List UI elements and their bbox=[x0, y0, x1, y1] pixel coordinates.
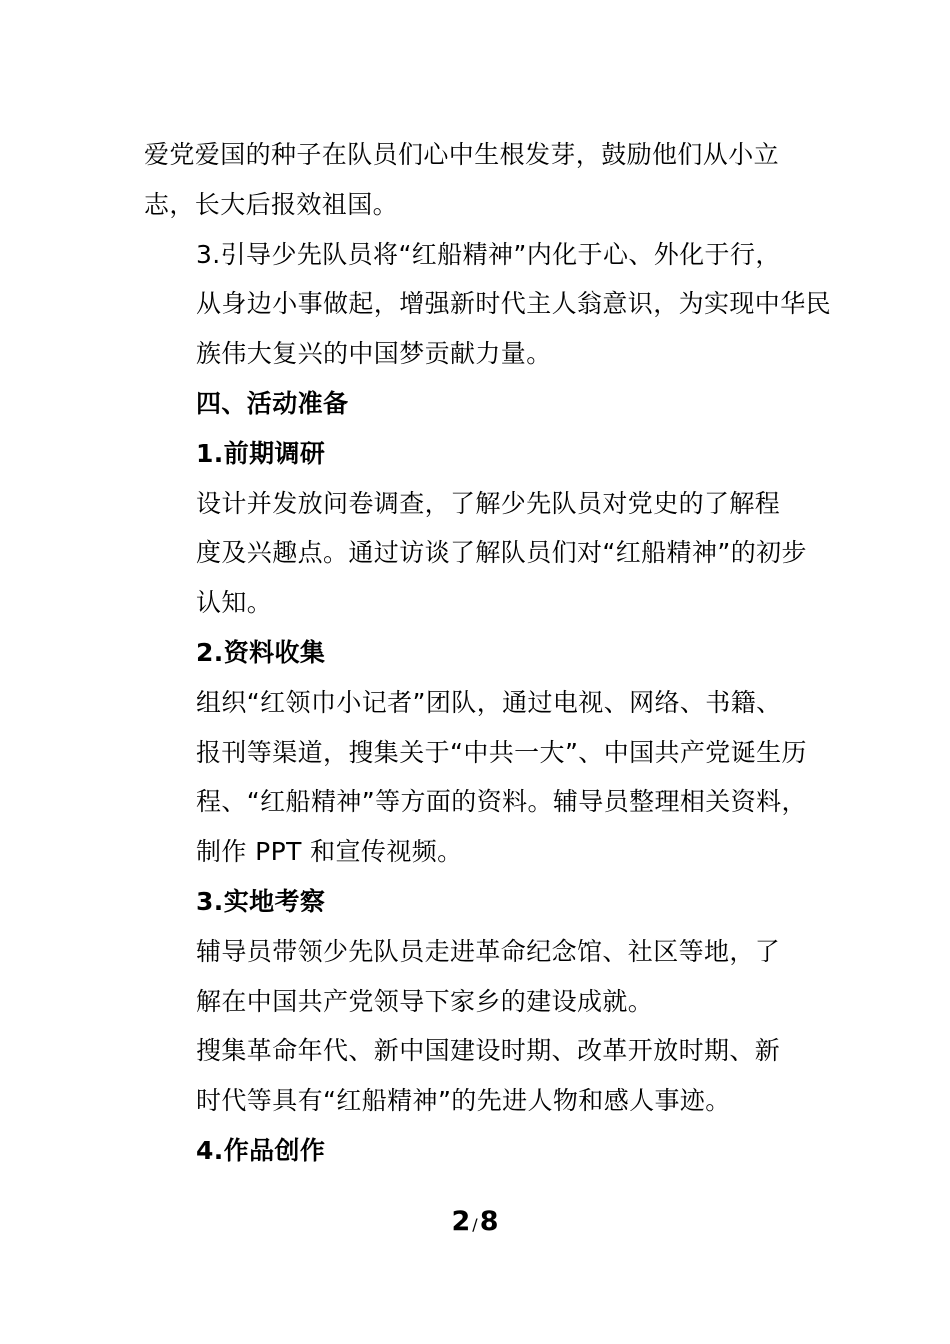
subsection-heading: 2.资料收集 bbox=[196, 637, 326, 667]
text-line: 从身边小事做起，增强新时代主人翁意识，为实现中华民 bbox=[196, 289, 832, 319]
paragraph bbox=[144, 130, 816, 230]
paragraph bbox=[144, 230, 832, 379]
page-number bbox=[0, 1206, 950, 1237]
page-total: 8 bbox=[479, 1206, 499, 1237]
page-current: 2 bbox=[451, 1206, 471, 1237]
text-line: 爱党爱国的种子在队员们心中生根发芽，鼓励他们从小立 bbox=[144, 140, 780, 169]
text-line: 族伟大复兴的中国梦贡献力量。 bbox=[196, 339, 552, 369]
text-line: 度及兴趣点。通过访谈了解队员们对“红船精神”的初步 bbox=[196, 538, 807, 568]
paragraph bbox=[144, 1026, 816, 1126]
text-line: 志，长大后报效祖国。 bbox=[144, 189, 399, 219]
paragraph bbox=[144, 678, 816, 877]
text-line: 程、“红船精神”等方面的资料。辅导员整理相关资料， bbox=[196, 787, 807, 817]
document-body bbox=[144, 130, 832, 1176]
text-line: 设计并发放问卷调查，了解少先队员对党史的了解程 bbox=[196, 488, 781, 518]
paragraph bbox=[144, 927, 816, 1027]
text-line: 时代等具有“红船精神”的先进人物和感人事迹。 bbox=[196, 1086, 731, 1116]
subsection-heading: 3.实地考察 bbox=[196, 886, 326, 916]
text-line: 制作 PPT 和宣传视频。 bbox=[196, 837, 463, 867]
text-line: 3.引导少先队员将“红船精神”内化于心、外化于行， bbox=[196, 239, 781, 269]
text-line: 搜集革命年代、新中国建设时期、改革开放时期、新 bbox=[196, 1036, 781, 1066]
text-line: 认知。 bbox=[196, 588, 273, 618]
subsection-heading: 4.作品创作 bbox=[196, 1135, 326, 1165]
text-line: 组织“红领巾小记者”团队，通过电视、网络、书籍、 bbox=[196, 687, 782, 717]
section-heading: 四、活动准备 bbox=[196, 388, 349, 418]
page-separator: / bbox=[472, 1215, 478, 1234]
text-line: 报刊等渠道，搜集关于“中共一大”、中国共产党诞生历 bbox=[196, 737, 807, 767]
text-line: 辅导员带领少先队员走进革命纪念馆、社区等地，了 bbox=[196, 936, 781, 966]
paragraph bbox=[144, 479, 816, 628]
text-line: 解在中国共产党领导下家乡的建设成就。 bbox=[196, 986, 654, 1016]
subsection-heading: 1.前期调研 bbox=[196, 438, 326, 468]
